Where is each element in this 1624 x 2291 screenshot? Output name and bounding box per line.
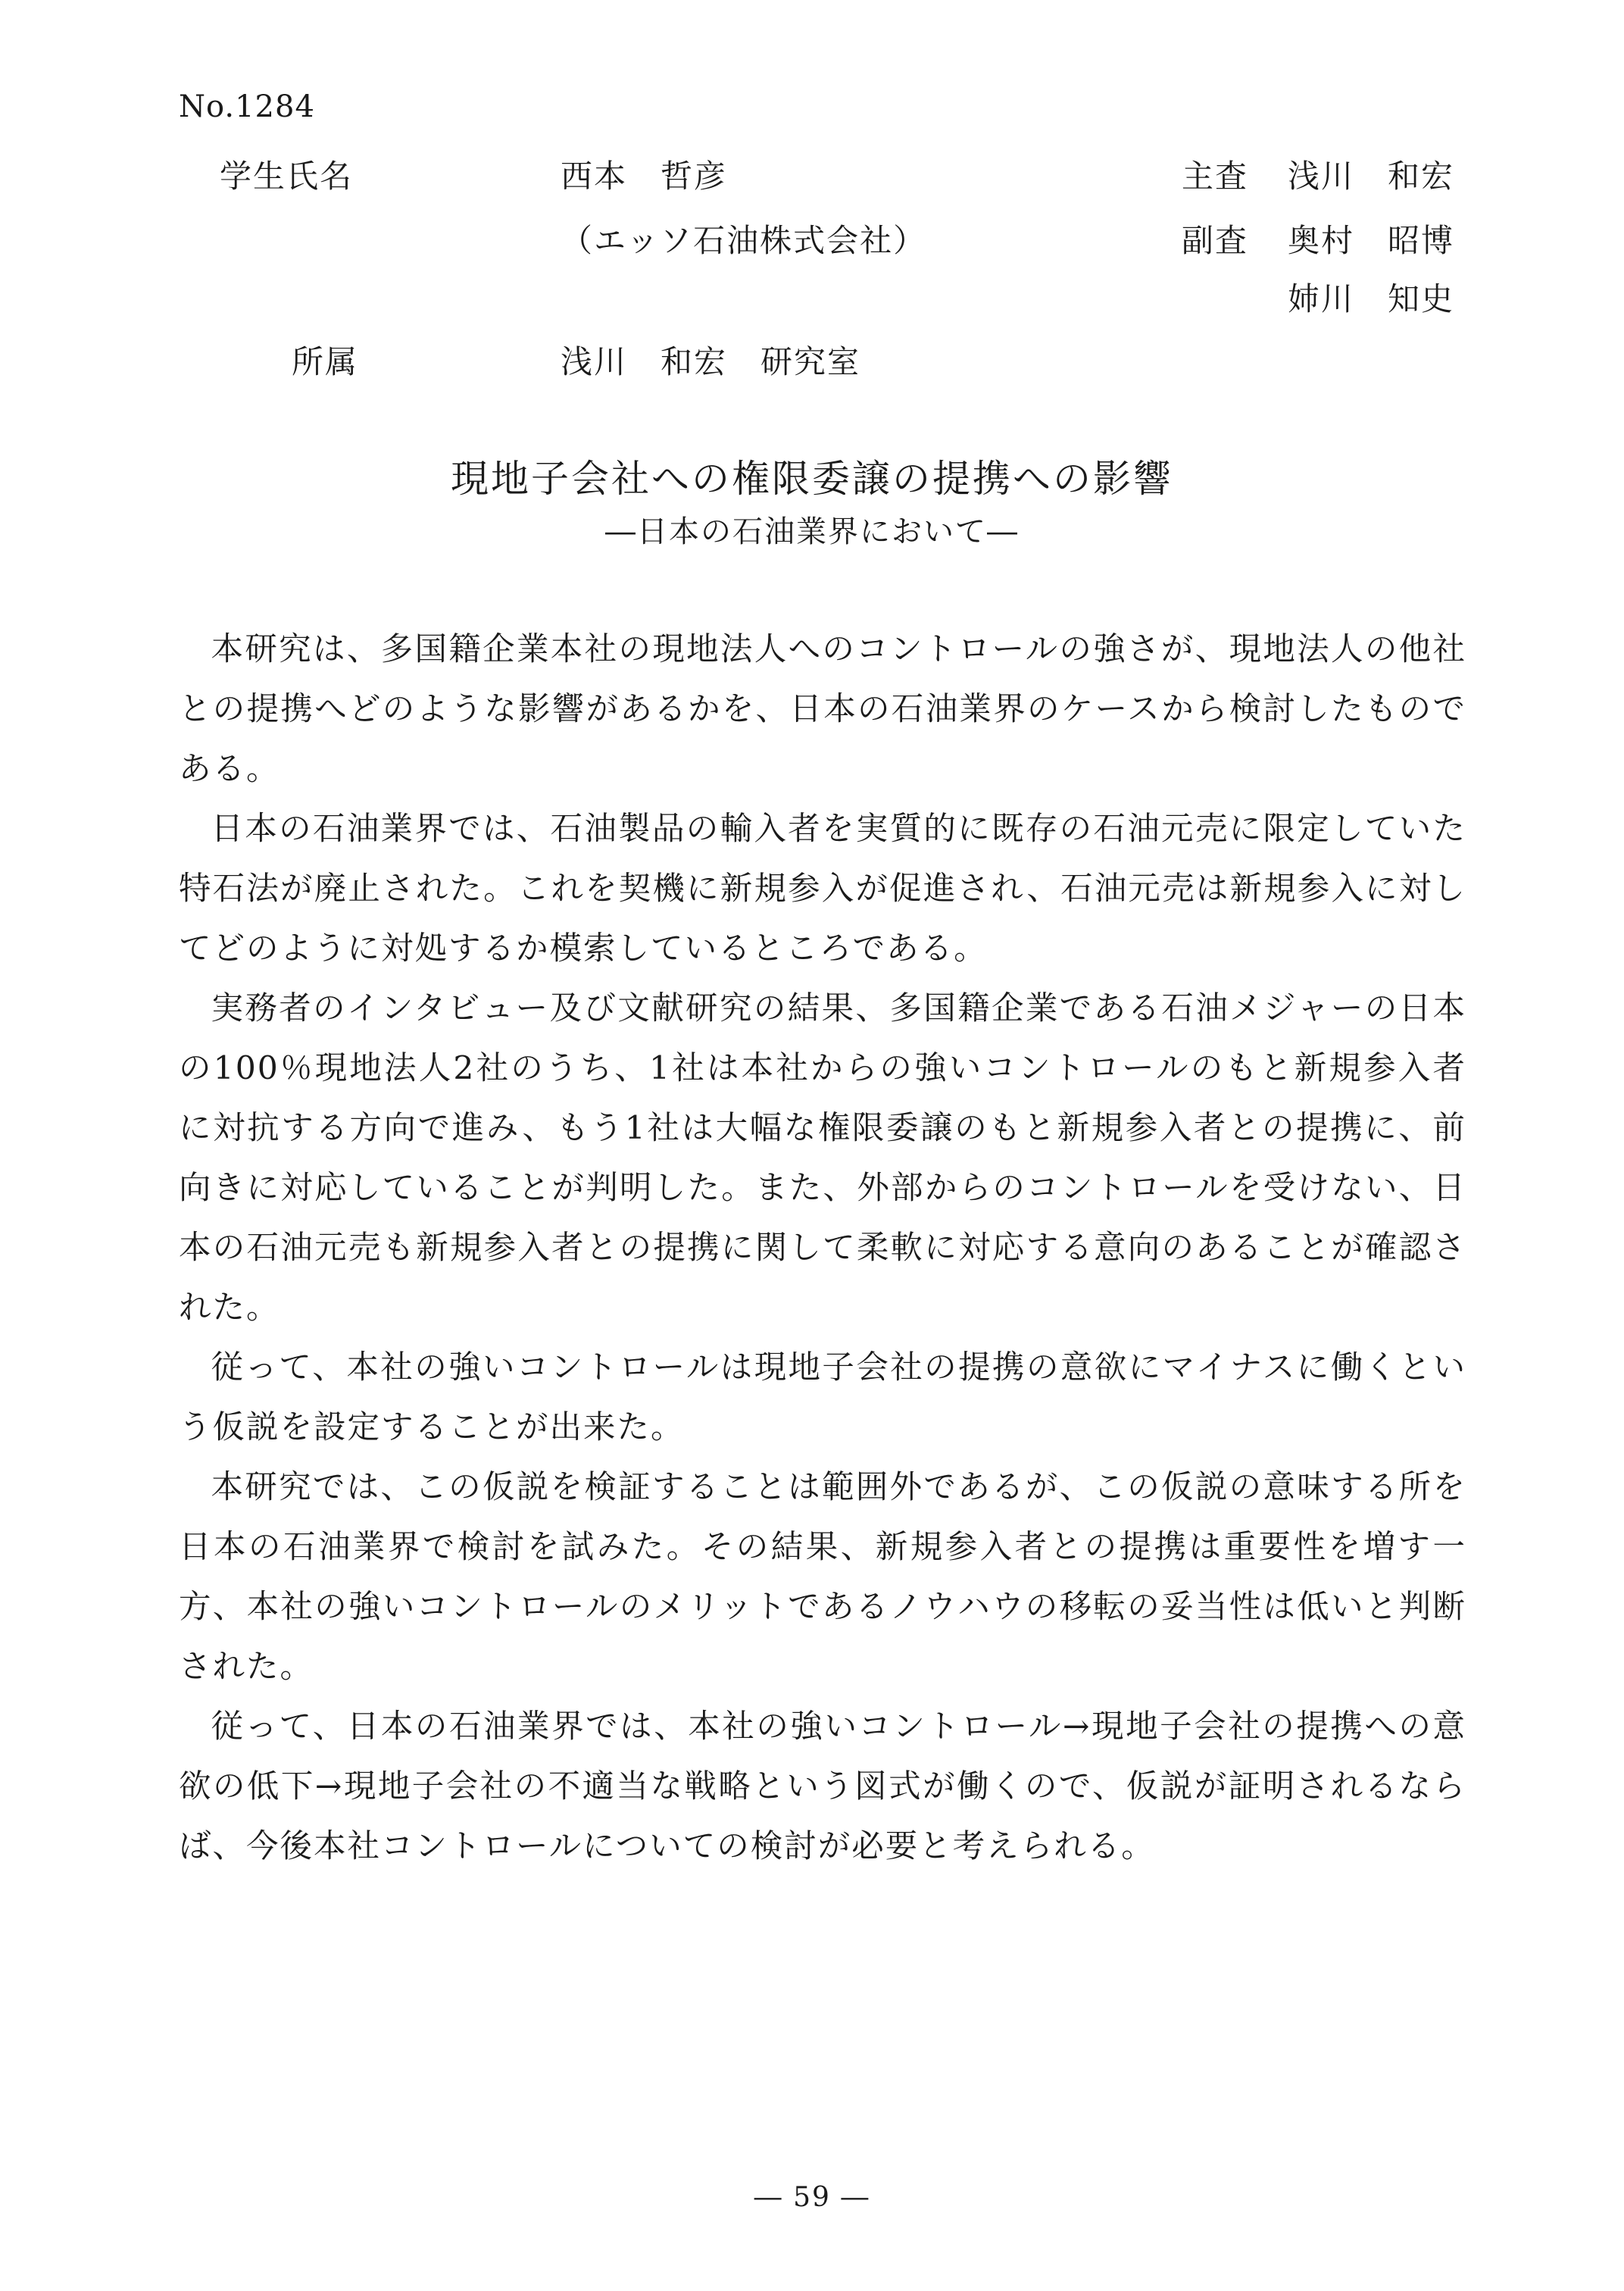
- vice-examiner-label: 副査: [1182, 222, 1249, 259]
- paragraph: 従って、本社の強いコントロールは現地子会社の提携の意欲にマイナスに働くという仮説を設定することが出来た。: [179, 1349, 1466, 1446]
- chief-examiner: 浅川 和宏: [1288, 158, 1455, 195]
- student-company: （エッソ石油株式会社）: [561, 222, 927, 259]
- abstract-body: [179, 620, 1466, 1877]
- affiliation: 浅川 和宏 研究室: [561, 343, 861, 380]
- affiliation-label: 所属: [292, 343, 359, 380]
- page-number: ― 59 ―: [754, 2182, 870, 2213]
- student-name: 西本 哲彦: [561, 158, 728, 195]
- paragraph: 従って、日本の石油業界では、本社の強いコントロール→現地子会社の提携への意欲の低下→現地子会社の不適当な戦略という図式が働くので、仮説が証明されるならば、今後本社コントロールについての検討が必要と考えられる。: [179, 1708, 1466, 1865]
- paper-subtitle: ―日本の石油業界において―: [605, 514, 1019, 549]
- vice-examiner-2: 姉川 知史: [1288, 280, 1455, 317]
- paragraph: 本研究では、この仮説を検証することは範囲外であるが、この仮説の意味する所を日本の石油業界で検討を試みた。その結果、新規参入者との提携は重要性を増す一方、本社の強いコントロールのメリットであるノウハウの移転の妥当性は低いと判断された。: [179, 1469, 1466, 1686]
- student-name-label: 学生氏名: [220, 158, 354, 195]
- paragraph: 本研究は、多国籍企業本社の現地法人へのコントロールの強さが、現地法人の他社との提携へどのような影響があるかを、日本の石油業界のケースから検討したものである。: [179, 631, 1466, 788]
- document-number: No.1284: [179, 89, 315, 124]
- paragraph: 日本の石油業界では、石油製品の輸入者を実質的に既存の石油元売に限定していた特石法が廃止された。これを契機に新規参入が促進され、石油元売は新規参入に対してどのように対処するか模索しているところである。: [179, 811, 1466, 967]
- vice-examiner-1: 奥村 昭博: [1288, 222, 1455, 259]
- paragraph: 実務者のインタビュー及び文献研究の結果、多国籍企業である石油メジャーの日本の100％現地法人2社のうち、1社は本社からの強いコントロールのもと新規参入者に対抗する方向で進み、もう1社は大幅な権限委譲のもと新規参入者との提携に、前向きに対応していることが判明した。また、外部からのコントロールを受けない、日本の石油元売も新規参入者との提携に関して柔軟に対応する意向のあることが確認された。: [179, 990, 1466, 1327]
- chief-examiner-label: 主査: [1182, 158, 1249, 195]
- paper-title: 現地子会社への権限委譲の提携への影響: [451, 457, 1173, 501]
